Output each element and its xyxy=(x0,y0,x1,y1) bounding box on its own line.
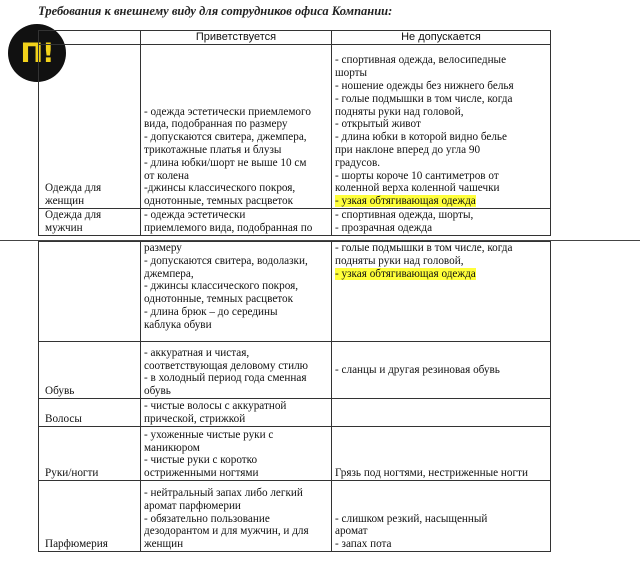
table-header-row xyxy=(39,31,551,45)
women-forbidden xyxy=(332,45,551,209)
shoes-forbidden: - сланцы и другая резиновая обувь xyxy=(332,342,551,399)
men-forbidden-top: - спортивная одежда, шорты, - прозрачная одежда xyxy=(332,209,551,236)
category-shoes: Обувь xyxy=(39,342,141,399)
men-forbidden-text: - голые подмышки в том числе, когда подняты руки над головой, xyxy=(335,242,513,267)
category-men-continued xyxy=(39,242,141,342)
table-row-men-continued xyxy=(39,242,551,342)
header-forbidden: Не допускается xyxy=(332,31,551,45)
hands-welcome: - ухоженные чистые руки с маникюром - чистые руки с коротко остриженными ногтями xyxy=(141,427,332,481)
perfume-welcome: - нейтральный запах либо легкий аромат парфюмерии - обязательно пользование дезодорантом и для мужчин, и для женщин xyxy=(141,481,332,552)
men-welcome-continued: размеру - допускаются свитера, водолазки, джемпера, - джинсы классического покроя, однотонные, темных расцветок - длина брюк – до середины каблука обуви xyxy=(141,242,332,342)
document-title: Требования к внешнему виду для сотрудников офиса Компании: xyxy=(38,4,393,18)
hands-forbidden: Грязь под ногтями, нестриженные ногти xyxy=(332,427,551,481)
men-forbidden-continued xyxy=(332,242,551,342)
table-row-hair xyxy=(39,399,551,427)
brand-logo: П! xyxy=(8,24,66,82)
header-welcome: Приветствуется xyxy=(141,31,332,45)
header-empty xyxy=(39,31,141,45)
hair-welcome: - чистые волосы с аккуратной прической, стрижкой xyxy=(141,399,332,427)
category-perfume: Парфюмерия xyxy=(39,481,141,552)
women-welcome: - одежда эстетически приемлемого вида, подобранная по размеру - допускаются свитера, джемпера, трикотажные платья и блузы - длина юбки/шорт не выше 10 см от колена -джинсы классического покроя, однотонные, темных расцветок xyxy=(141,45,332,209)
hair-forbidden xyxy=(332,399,551,427)
table-row-hands xyxy=(39,427,551,481)
requirements-table-top xyxy=(38,30,551,236)
perfume-forbidden: - слишком резкий, насыщенный аромат - запах пота xyxy=(332,481,551,552)
women-forbidden-text: - спортивная одежда, велосипедные шорты - ношение одежды без нижнего белья - голые подмышки в том числе, когда подняты руки над головой, - открытый живот - длина юбки в которой видно белье при наклоне вперед до угла 90 градусов. - шорты короче 10 сантиметров от коленной верхa коленной чашечки xyxy=(335,54,514,195)
men-welcome-top: - одежда эстетически приемлемого вида, подобранная по xyxy=(141,209,332,236)
category-men: Одежда для мужчин xyxy=(39,209,141,236)
men-forbidden-highlight: - узкая обтягивающая одежда xyxy=(335,267,476,280)
table-row-women xyxy=(39,45,551,209)
category-hands: Руки/ногти xyxy=(39,427,141,481)
category-hair: Волосы xyxy=(39,399,141,427)
table-row-men xyxy=(39,209,551,236)
table-row-perfume xyxy=(39,481,551,552)
women-forbidden-highlight: - узкая обтягивающая одежда xyxy=(335,195,476,208)
shoes-welcome: - аккуратная и чистая, соответствующая деловому стилю - в холодный период года сменная обувь xyxy=(141,342,332,399)
requirements-table-bottom xyxy=(38,241,551,552)
table-row-shoes xyxy=(39,342,551,399)
category-women: Одежда для женщин xyxy=(39,45,141,209)
